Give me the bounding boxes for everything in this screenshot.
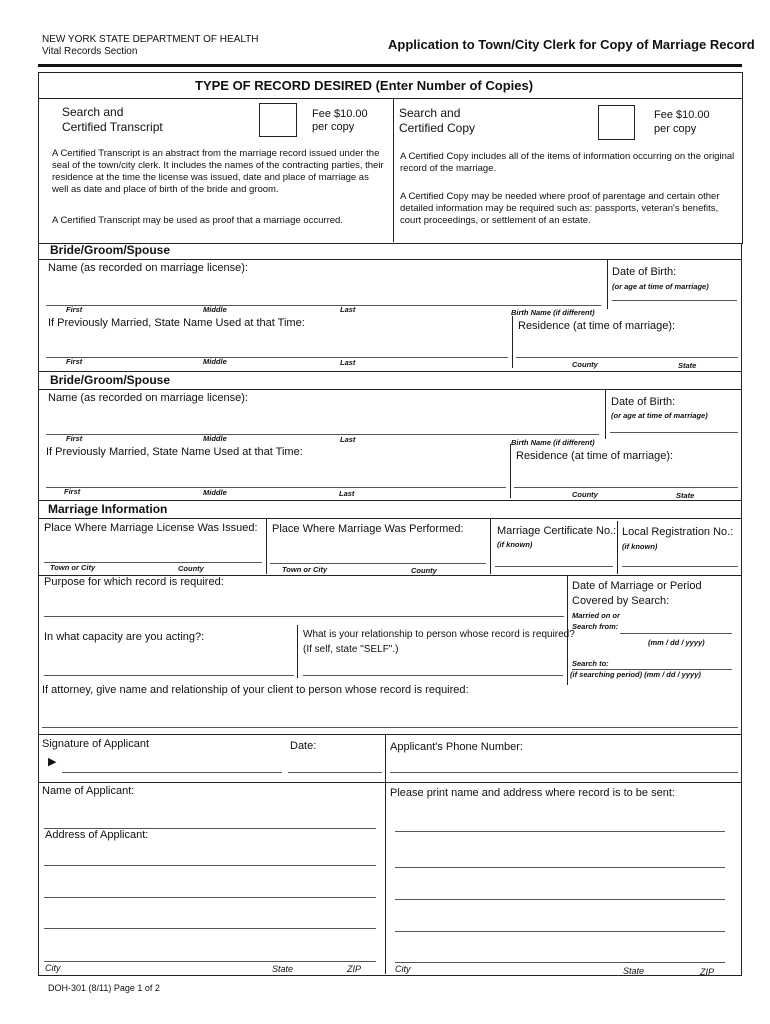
spouse2-dob-field[interactable] [610,432,738,433]
spouse1-last-caption: Last [340,305,356,314]
spouse2-last-caption: Last [340,435,356,444]
date-period-label-2: Covered by Search: [572,595,670,607]
spouse2-birthname-caption: Birth Name (if different) [511,438,595,447]
performed-county-caption: County [411,566,437,575]
form-footer: DOH-301 (8/11) Page 1 of 2 [48,983,160,993]
relationship-label-1: What is your relationship to person whose record is required? [303,629,575,640]
copy-label-1: Search and [399,106,461,120]
send-to-address-line-1[interactable] [395,867,725,868]
performed-place-field[interactable] [270,563,486,564]
signature-field[interactable] [62,772,282,773]
form-title: Application to Town/City Clerk for Copy of Marriage Record [388,37,755,52]
applicant-address-label: Address of Applicant: [45,829,149,841]
performed-place-label: Place Where Marriage Was Performed: [272,523,464,535]
spouse1-birthname-caption: Birth Name (if different) [511,308,595,317]
applicant-zip-caption: ZIP [347,964,362,974]
transcript-proof-note: A Certified Transcript may be used as proof that a marriage occurred. [52,215,343,226]
if-searching-caption: (if searching period) (mm / dd / yyyy) [570,670,701,679]
send-to-zip-caption: ZIP [700,967,715,977]
license-town-caption: Town or City [50,563,96,572]
spouse1-prev-name-field[interactable] [46,357,508,358]
married-on-label-1: Married on or [572,611,620,620]
send-to-address-line-3[interactable] [395,931,725,932]
applicant-address-line-2[interactable] [44,897,376,898]
section-name: Vital Records Section [42,46,138,57]
signature-label: Signature of Applicant [42,738,150,750]
spouse1-dob-sub: (or age at time of marriage) [612,282,709,291]
transcript-per-copy: per copy [312,121,355,133]
spouse2-state-caption: State [676,491,695,500]
applicant-city-caption: City [45,963,61,973]
spouse2-first-caption: First [66,434,83,443]
applicant-address-line-1[interactable] [44,865,376,866]
local-reg-label: Local Registration No.: [622,526,734,538]
spouse2-name-label: Name (as recorded on marriage license): [48,392,248,404]
purpose-label: Purpose for which record is required: [44,576,224,588]
transcript-label-1: Search and [62,105,124,119]
copy-per-copy: per copy [654,123,697,135]
performed-town-caption: Town or City [282,565,328,574]
send-to-state-caption: State [623,966,645,976]
phone-field[interactable] [390,772,738,773]
cert-no-label: Marriage Certificate No.: [497,525,617,537]
spouse2-name-field[interactable] [46,434,599,435]
spouse1-prev-last-caption: Last [340,358,356,367]
spouse1-name-field[interactable] [46,305,601,306]
spouse2-county-caption: County [572,490,598,499]
spouse2-prev-last-caption: Last [339,489,355,498]
signature-arrow-icon: ▶ [48,756,57,768]
relationship-label-2: (If self, state "SELF".) [303,644,399,655]
date-field[interactable] [288,772,382,773]
cert-no-sub: (if known) [497,540,533,549]
spouse1-residence-field[interactable] [516,357,738,358]
spouse2-prev-first-caption: First [64,487,81,496]
copy-label-2: Certified Copy [399,121,476,135]
date-label: Date: [290,740,317,752]
spouse1-dob-label: Date of Birth: [612,266,677,278]
spouse2-dob-label: Date of Birth: [611,396,676,408]
spouse1-state-caption: State [678,361,697,370]
send-to-label: Please print name and address where record is to be sent: [390,787,675,799]
date-period-label-1: Date of Marriage or Period [572,580,702,592]
cert-no-field[interactable] [495,566,613,567]
spouse1-first-caption: First [66,305,83,314]
spouse2-middle-caption: Middle [203,434,227,443]
spouse1-prev-first-caption: First [66,357,83,366]
copy-copies-box[interactable] [598,105,635,140]
marriage-heading: Marriage Information [48,502,168,516]
spouse2-dob-sub: (or age at time of marriage) [611,411,708,420]
applicant-name-label: Name of Applicant: [42,785,135,797]
header-rule [38,64,742,67]
spouse1-county-caption: County [572,360,598,369]
copy-description: A Certified Copy includes all of the items of information occurring on the original record of the marriage. [400,151,735,174]
applicant-city-state-zip-field[interactable] [44,961,376,962]
search-from-format: (mm / dd / yyyy) [648,638,705,647]
spouse1-prev-middle-caption: Middle [203,357,227,366]
spouse1-name-label: Name (as recorded on marriage license): [48,262,248,274]
transcript-copies-box[interactable] [259,103,297,137]
send-to-address-line-2[interactable] [395,899,725,900]
transcript-label-2: Certified Transcript [62,120,163,134]
spouse2-heading: Bride/Groom/Spouse [50,373,171,387]
spouse1-prev-name-label: If Previously Married, State Name Used at that Time: [48,317,305,329]
search-to-label: Search to: [572,659,609,668]
phone-label: Applicant's Phone Number: [390,741,523,753]
spouse2-residence-label: Residence (at time of marriage): [516,450,674,462]
send-to-city-caption: City [395,964,411,974]
spouse1-middle-caption: Middle [203,305,227,314]
applicant-state-caption: State [272,964,294,974]
spouse1-residence-label: Residence (at time of marriage): [518,320,676,332]
search-from-field[interactable] [620,633,732,634]
copy-use-note: A Certified Copy may be needed where proof of parentage and certain other detailed information may be required such as: passports, veteran's benefits, court proceedings, or settlement of an estate. [400,191,720,226]
transcript-fee: Fee $10.00 [312,108,368,120]
attorney-label: If attorney, give name and relationship of your client to person whose record is required: [42,684,469,696]
relationship-field[interactable] [303,675,563,676]
copy-fee: Fee $10.00 [654,109,710,121]
applicant-address-line-3[interactable] [44,928,376,929]
purpose-field[interactable] [44,616,564,617]
license-county-caption: County [178,564,204,573]
agency-name: NEW YORK STATE DEPARTMENT OF HEALTH [42,34,259,45]
local-reg-field[interactable] [622,566,738,567]
transcript-description: A Certified Transcript is an abstract from the marriage record issued under the seal of the town/city clerk. It includes the names of the contracting parties, their residence at the time the license was issued, date and place of marriage as well as date and place of birth of the bride and groom. [52,148,384,195]
spouse2-prev-name-label: If Previously Married, State Name Used at that Time: [46,446,303,458]
record-type-heading: TYPE OF RECORD DESIRED (Enter Number of Copies) [195,78,534,93]
spouse2-prev-name-field[interactable] [46,487,506,488]
local-reg-sub: (if known) [622,542,658,551]
send-to-name-field[interactable] [395,831,725,832]
married-on-label-2: Search from: [572,622,619,631]
spouse1-heading: Bride/Groom/Spouse [50,243,171,257]
capacity-label: In what capacity are you acting?: [44,631,205,643]
send-to-city-state-zip-field[interactable] [395,962,725,963]
capacity-field[interactable] [44,675,294,676]
spouse2-residence-field[interactable] [514,487,738,488]
attorney-field[interactable] [42,727,738,728]
spouse1-dob-field[interactable] [612,300,737,301]
license-place-label: Place Where Marriage License Was Issued: [44,522,258,534]
spouse2-prev-middle-caption: Middle [203,488,227,497]
